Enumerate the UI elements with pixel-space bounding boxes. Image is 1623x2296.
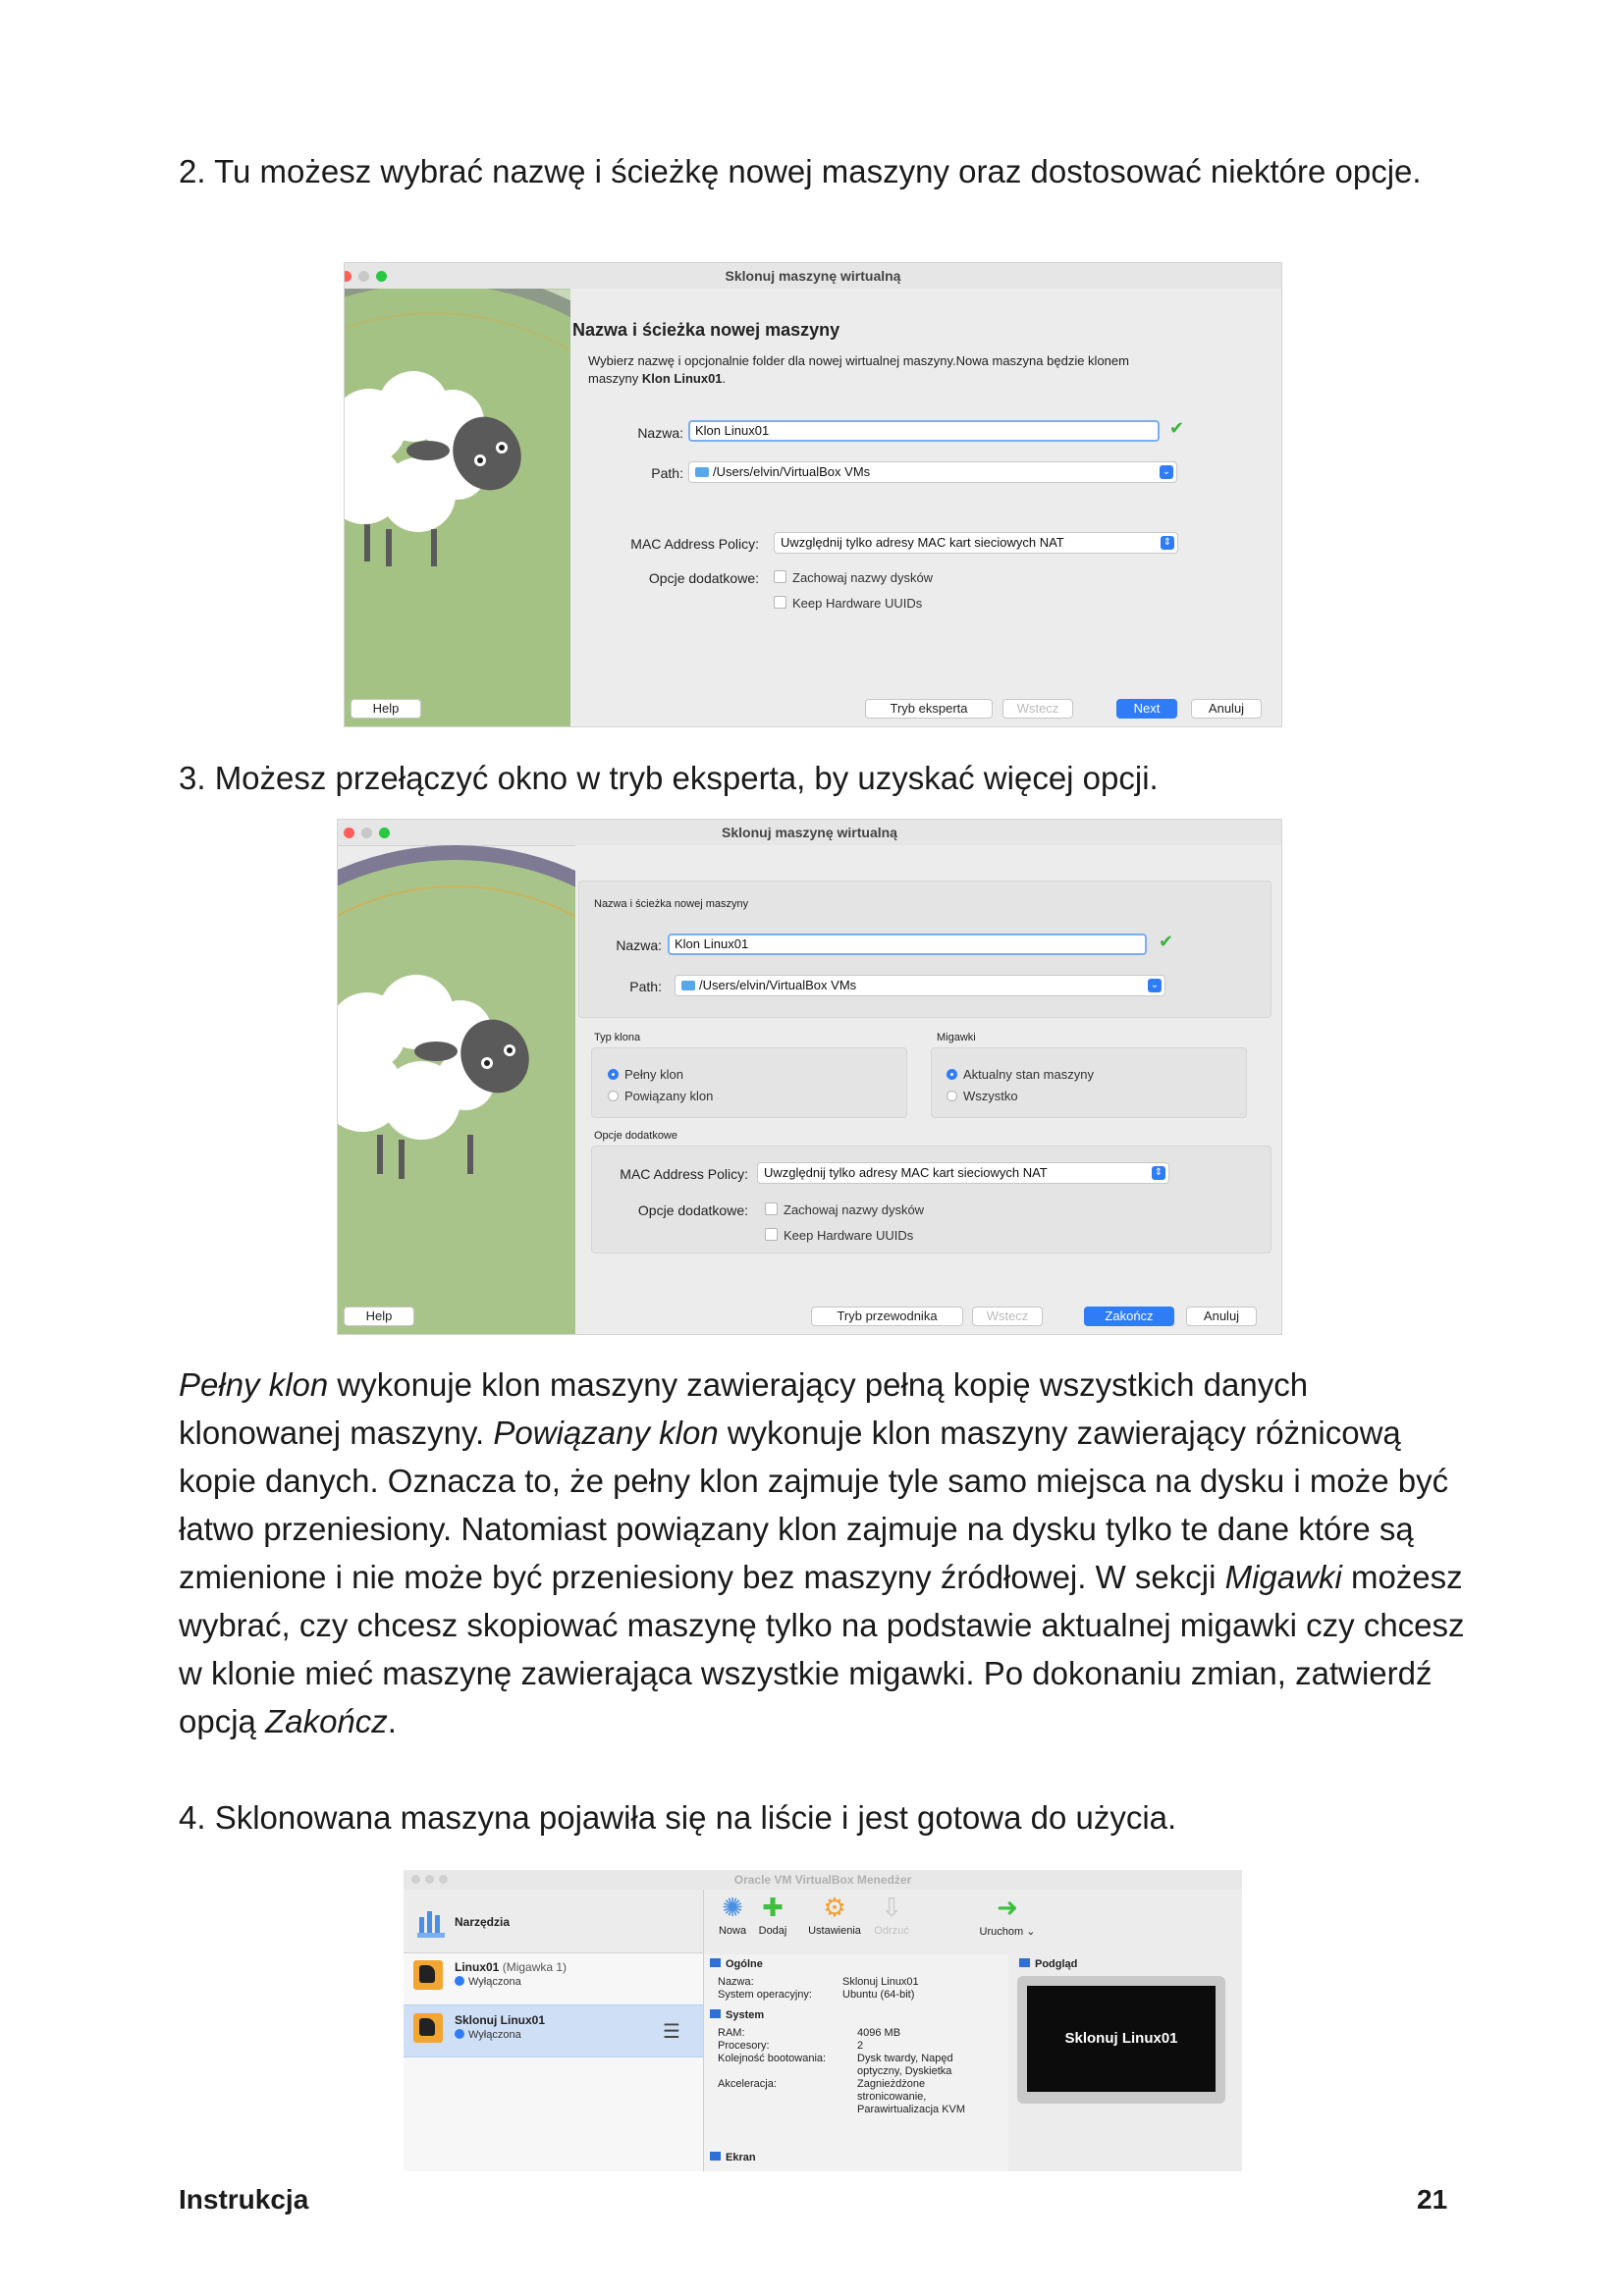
full-clone-radio[interactable]: Pełny klon [608, 1067, 683, 1082]
accel-value-1: Zagnieżdżone [857, 2078, 926, 2090]
name-group-header: Nazwa i ścieżka nowej maszyny [594, 898, 749, 910]
updown-arrow-icon: ⇕ [1152, 1166, 1165, 1180]
accel-value-3: Parawirtualizacja KVM [857, 2104, 966, 2115]
new-vm-button[interactable]: ✺ Nowa [718, 1893, 747, 1937]
tools-entry[interactable] [404, 1890, 703, 1953]
display-section-header: Ekran [710, 2152, 756, 2163]
minimize-dot-icon[interactable] [358, 271, 369, 282]
menu-list-icon[interactable]: ☰ [663, 2021, 680, 2043]
extra-options-label: Opcje dodatkowe: [637, 1202, 748, 1218]
clone-explanation: Pełny klon wykonuje klon maszyny zawierający pełną kopię wszystkich danych klonowanej maszyny. Powiązany klon wykonuje klon maszyny zawierający różnicową kopie danych. Oznacza to, że pełny klon zajmuje tyle samo miejsca na dysku i może być łatwo przeniesiony. Natomiast powiązany klon zajmuje na dysku tylko te dane które są zmienione i nie może być przeniesiony bez maszyny źródłowej. W sekcji Migawki możesz wybrać, czy chcesz skopiować maszynę tylko na podstawie aktualnej migawki czy chcesz w klonie mieć maszynę zawierająca wszystkie migawki. Po dokonaniu zmian, zatwierdź opcją Zakończ. [179, 1366, 1465, 1739]
guided-mode-button[interactable]: Tryb przewodnika [811, 1307, 963, 1326]
snapshots-header: Migawki [937, 1032, 976, 1043]
back-button[interactable]: Wstecz [1002, 699, 1073, 719]
window-title: Sklonuj maszynę wirtualną [345, 263, 1281, 290]
powered-off-icon [455, 2029, 464, 2039]
start-arrow-icon: ➜ [997, 1893, 1018, 1922]
virtualbox-manager-screenshot [404, 1870, 1242, 2171]
tools-icon [417, 1907, 447, 1939]
close-dot-icon[interactable] [344, 828, 354, 838]
valid-check-icon: ✔ [1159, 932, 1174, 951]
back-button[interactable]: Wstecz [972, 1307, 1043, 1326]
name-label: Nazwa: [637, 425, 683, 441]
start-button[interactable]: ➜ Uruchom ⌄ [979, 1893, 1036, 1938]
help-button[interactable]: Help [351, 699, 421, 719]
expert-mode-button[interactable]: Tryb eksperta [865, 699, 993, 719]
clone-type-header: Typ klona [594, 1032, 641, 1043]
clone-dialog-screenshot [344, 262, 1282, 727]
preview-section-header: Podgląd [1019, 1958, 1077, 1970]
boot-value-1: Dysk twardy, Napęd [857, 2053, 953, 2064]
gear-icon: ⚙ [823, 1893, 846, 1922]
mac-policy-select[interactable]: Uwzględnij tylko adresy MAC kart sieciowych NAT ⇕ [774, 532, 1178, 554]
page-heading: Nazwa i ścieżka nowej maszyny [572, 320, 840, 340]
ubuntu-vm-icon [413, 1960, 443, 1990]
accel-key: Akceleracja: [718, 2078, 777, 2090]
extra-options-header: Opcje dodatkowe [594, 1130, 677, 1142]
name-label: Nazwa: [616, 937, 662, 953]
keep-hardware-uuids-checkbox[interactable]: Keep Hardware UUIDs [765, 1228, 913, 1243]
description-line2: maszyny Klon Linux01. [588, 371, 727, 386]
vm-name-key: Nazwa: [718, 1976, 754, 1988]
linked-clone-radio[interactable]: Powiązany klon [608, 1089, 713, 1103]
zoom-dot-icon[interactable] [376, 271, 387, 282]
path-select[interactable]: /Users/elvin/VirtualBox VMs ⌄ [675, 975, 1165, 996]
discard-arrow-icon: ⇩ [881, 1893, 902, 1922]
next-button[interactable]: Next [1116, 699, 1177, 719]
ram-value: 4096 MB [857, 2027, 901, 2039]
minimize-dot-icon[interactable] [425, 1875, 434, 1884]
vm-list-panel [404, 1890, 704, 2171]
window-title: Oracle VM VirtualBox Menedżer [404, 1870, 1242, 1890]
cancel-button[interactable]: Anuluj [1186, 1307, 1257, 1326]
footer-title: Instrukcja [179, 2184, 309, 2215]
boot-key: Kolejność bootowania: [718, 2053, 827, 2064]
zoom-dot-icon[interactable] [379, 828, 390, 838]
step-4-text: 4. Sklonowana maszyna pojawiła się na liście i jest gotowa do użycia. [179, 1799, 1177, 1836]
os-value: Ubuntu (64-bit) [842, 1989, 915, 2001]
preview-screen: Sklonuj Linux01 [1027, 1986, 1216, 2092]
system-section-header: System [710, 2009, 764, 2021]
path-label: Path: [629, 979, 662, 994]
window-title: Sklonuj maszynę wirtualną [338, 820, 1281, 846]
ram-key: RAM: [718, 2027, 745, 2039]
os-key: System operacyjny: [718, 1989, 812, 2001]
path-label: Path: [651, 465, 683, 481]
powered-off-icon [455, 1976, 464, 1986]
zoom-dot-icon[interactable] [439, 1875, 448, 1884]
path-select[interactable]: /Users/elvin/VirtualBox VMs ⌄ [688, 461, 1177, 483]
updown-arrow-icon: ⇕ [1161, 536, 1174, 550]
cancel-button[interactable]: Anuluj [1191, 699, 1262, 719]
vm-list-item-selected[interactable]: Sklonuj Linux01 Wyłączona ☰ [404, 2004, 703, 2057]
tools-label: Narzędzia [455, 1915, 511, 1929]
mac-policy-label: MAC Address Policy: [630, 536, 759, 552]
accel-value-2: stronicowanie, [857, 2091, 927, 2103]
chevron-down-icon: ⌄ [1148, 979, 1162, 992]
expert-clone-dialog-screenshot [337, 819, 1282, 1335]
add-plus-icon: ✚ [762, 1893, 784, 1922]
ubuntu-vm-icon [413, 2013, 443, 2043]
preview-frame [1017, 1976, 1225, 2104]
folder-icon [695, 467, 709, 477]
name-input[interactable]: Klon Linux01 [668, 934, 1147, 955]
discard-button[interactable]: ⇩ Odrzuć [874, 1893, 909, 1937]
mac-policy-select[interactable]: Uwzględnij tylko adresy MAC kart sieciowych NAT ⇕ [757, 1162, 1169, 1184]
all-snapshots-radio[interactable]: Wszystko [947, 1089, 1018, 1103]
cpu-value: 2 [857, 2040, 864, 2052]
vm-name-value: Sklonuj Linux01 [842, 1976, 919, 1988]
new-gear-icon: ✺ [722, 1893, 743, 1922]
help-button[interactable]: Help [344, 1307, 414, 1326]
settings-button[interactable]: ⚙ Ustawienia [808, 1893, 861, 1937]
add-vm-button[interactable]: ✚ Dodaj [758, 1893, 787, 1937]
mac-policy-label: MAC Address Policy: [620, 1166, 748, 1182]
cpu-key: Procesory: [718, 2040, 770, 2052]
step-3-text: 3. Możesz przełączyć okno w tryb eksperta, by uzyskać więcej opcji. [179, 760, 1159, 796]
minimize-dot-icon[interactable] [361, 828, 372, 838]
current-state-radio[interactable]: Aktualny stan maszyny [947, 1067, 1094, 1082]
extra-options-label: Opcje dodatkowe: [648, 570, 759, 586]
description-line1: Wybierz nazwę i opcjonalnie folder dla nowej wirtualnej maszyny.Nowa maszyna będzie klonem [588, 353, 1129, 368]
chevron-down-icon: ⌄ [1160, 465, 1173, 479]
name-input[interactable]: Klon Linux01 [688, 420, 1160, 442]
folder-icon [681, 981, 695, 990]
valid-check-icon: ✔ [1169, 418, 1185, 438]
close-dot-icon[interactable] [411, 1875, 420, 1884]
keep-disk-names-checkbox[interactable]: Zachowaj nazwy dysków [774, 570, 933, 585]
keep-disk-names-checkbox[interactable]: Zachowaj nazwy dysków [765, 1202, 924, 1217]
page-number: 21 [1417, 2184, 1448, 2215]
general-section-header: Ogólne [710, 1958, 763, 1970]
boot-value-2: optyczny, Dyskietka [857, 2065, 952, 2077]
step-2-text: 2. Tu możesz wybrać nazwę i ścieżkę nowej maszyny oraz dostosować niektóre opcje. [179, 153, 1422, 189]
vm-list-item[interactable]: Linux01 (Migawka 1) Wyłączona [404, 1952, 703, 2003]
keep-hardware-uuids-checkbox[interactable]: Keep Hardware UUIDs [774, 596, 922, 611]
finish-button[interactable]: Zakończ [1084, 1307, 1174, 1326]
